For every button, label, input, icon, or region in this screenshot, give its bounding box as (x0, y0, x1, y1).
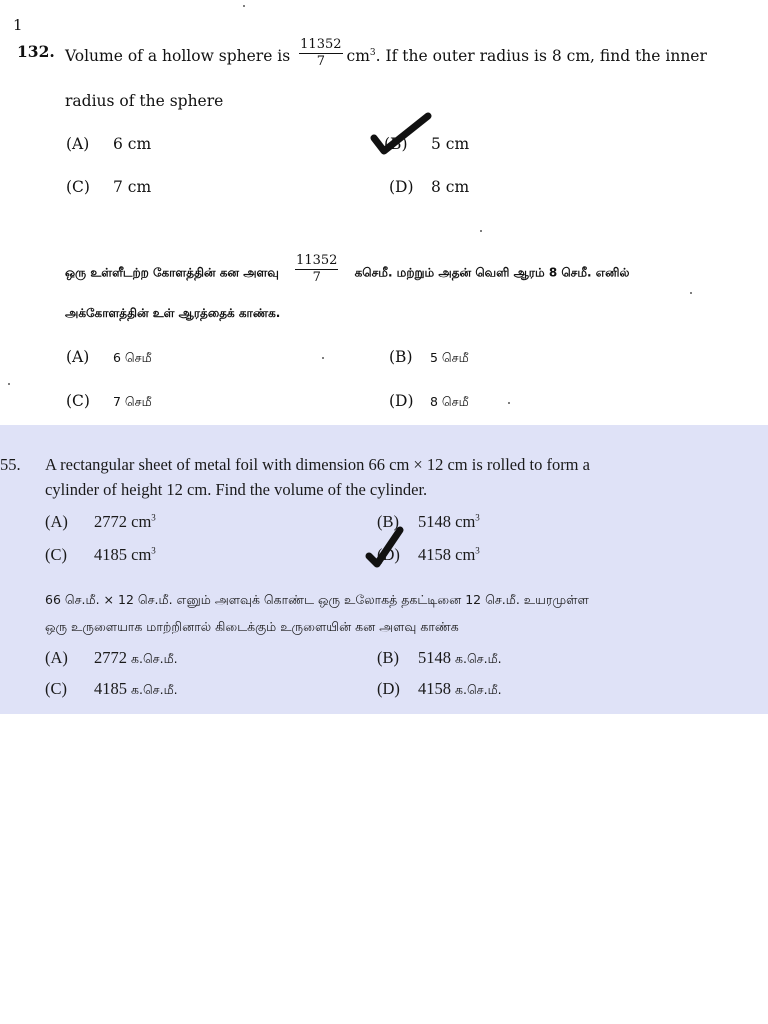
option-value: 7 cm (113, 178, 152, 196)
option-value: 4158 (418, 679, 451, 698)
scan-speck (690, 292, 692, 294)
option-value: 8 cm (431, 178, 470, 196)
answer-check-mark-icon (370, 110, 432, 156)
option-unit: க.செ.மீ. (130, 651, 178, 666)
fraction-numerator: 11352 (300, 37, 342, 52)
question-2-tamil-line1: 66 செ.மீ. × 12 செ.மீ. எனும் அளவுக் கொண்ட ஒரு உலோகத் தகட்டினை 12 செ.மீ. உயரமுள்ள (45, 592, 589, 607)
tamil-option-c (66, 392, 152, 411)
option-label: (B) (377, 512, 399, 531)
scan-speck (480, 230, 482, 232)
option-label: (A) (66, 348, 90, 366)
q2-tamil-option-d (377, 679, 502, 699)
scan-speck (508, 402, 510, 404)
q2-option-c (45, 545, 156, 565)
option-unit: க.செ.மீ. (454, 682, 502, 697)
volume-fraction (299, 38, 342, 68)
option-value: 5 செமீ (430, 350, 469, 365)
scan-speck (8, 383, 10, 385)
option-unit: க.செ.மீ. (130, 682, 178, 697)
unit-exponent: 3 (369, 47, 376, 58)
option-label: (B) (377, 648, 399, 667)
unit-exponent: 3 (475, 512, 480, 523)
question-text-end: . If the outer radius is 8 cm, find the inner (375, 47, 707, 66)
option-label: (B) (384, 135, 408, 153)
scan-speck (322, 357, 324, 359)
question-text (65, 37, 707, 72)
q2-tamil-option-b (377, 648, 502, 668)
question-2-tamil-line2: ஒரு உருளையாக மாற்றினால் கிடைக்கும் உருளையின் கன அளவு காண்க (45, 619, 459, 634)
option-label: (B) (389, 348, 413, 366)
option-value: 5148 (418, 648, 451, 667)
fraction-numerator: 11352 (296, 253, 338, 268)
question-text-line2: radius of the sphere (65, 92, 224, 110)
option-value: 5148 cm (418, 512, 476, 531)
question-number: 132. (17, 42, 55, 61)
question-number-2: 55. (0, 455, 21, 474)
option-label: (C) (66, 178, 90, 196)
option-value: 6 cm (113, 135, 152, 153)
option-value: 4158 cm (418, 545, 476, 564)
option-label: (D) (389, 392, 414, 410)
option-label: (D) (377, 679, 400, 698)
option-label: (C) (66, 392, 90, 410)
tamil-question-line2: அக்கோளத்தின் உள் ஆரத்தைக் காண்க. (65, 306, 281, 320)
option-label: (D) (377, 545, 400, 564)
unit-exponent: 3 (151, 545, 156, 556)
option-value: 2772 (94, 648, 127, 667)
option-value: 2772 cm (94, 512, 152, 531)
option-value: 4185 (94, 679, 127, 698)
tamil-option-d (389, 392, 469, 411)
answer-check-mark-icon (364, 526, 408, 570)
question-2-text-line1: A rectangular sheet of metal foil with dimension 66 cm × 12 cm is rolled to form a (45, 455, 590, 474)
option-a (66, 135, 151, 153)
option-value: 4185 cm (94, 545, 152, 564)
q2-tamil-option-a (45, 648, 178, 668)
option-label: (A) (45, 512, 68, 531)
option-unit: க.செ.மீ. (454, 651, 502, 666)
option-d (389, 178, 469, 196)
option-label: (C) (45, 679, 67, 698)
option-label: (A) (45, 648, 68, 667)
option-value: 7 செமீ (113, 394, 152, 409)
tamil-text-start: ஒரு உள்ளீடற்ற கோளத்தின் கன அளவு (65, 265, 279, 280)
q2-option-a (45, 512, 156, 532)
scan-speck (243, 5, 245, 7)
page-number: 1 (13, 16, 23, 34)
tamil-option-b (389, 348, 469, 367)
tamil-option-a (66, 348, 152, 367)
volume-unit: cm (346, 47, 370, 66)
option-c (66, 178, 151, 196)
q2-tamil-option-c (45, 679, 178, 699)
fraction-denominator: 7 (316, 53, 325, 69)
tamil-text-end: கசெமீ. மற்றும் அதன் வெளி ஆரம் 8 செமீ. எனில் (354, 265, 630, 280)
option-value: 5 cm (431, 135, 470, 153)
option-label: (A) (66, 135, 90, 153)
option-label: (C) (45, 545, 67, 564)
option-label: (D) (389, 178, 414, 196)
option-value: 6 செமீ (113, 350, 152, 365)
option-value: 8 செமீ (430, 394, 469, 409)
question-text-start: Volume of a hollow sphere is (65, 47, 291, 66)
tamil-question-text (65, 253, 630, 288)
question-2-text-line2: cylinder of height 12 cm. Find the volume of the cylinder. (45, 480, 428, 499)
unit-exponent: 3 (475, 545, 480, 556)
unit-exponent: 3 (151, 512, 156, 523)
fraction-denominator: 7 (312, 269, 321, 285)
tamil-volume-fraction (295, 254, 338, 284)
